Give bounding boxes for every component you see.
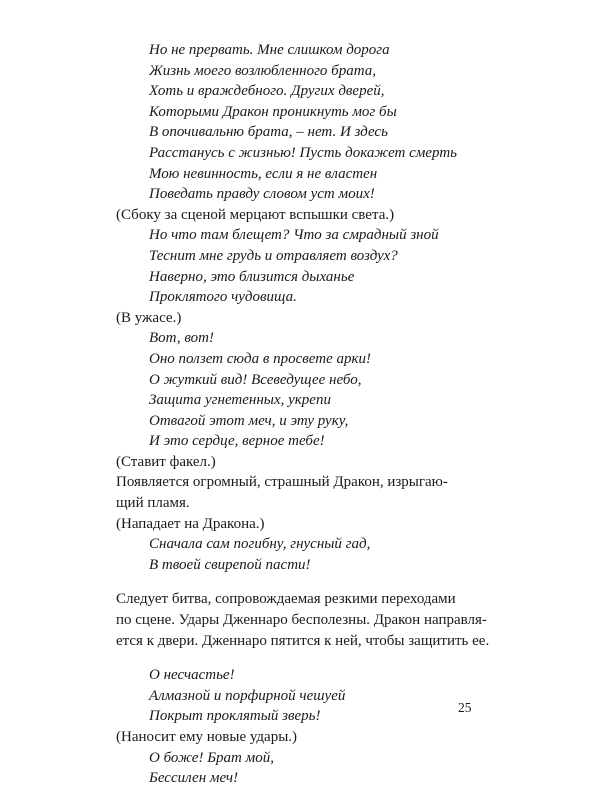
verse-line: Расстанусь с жизнью! Пусть докажет смерть	[149, 144, 457, 161]
prose-line: по сцене. Удары Дженнаро бесполезны. Дракон направля-	[116, 612, 487, 629]
prose-paragraph-1	[116, 472, 486, 513]
verse-line: Поведать правду словом уст моих!	[149, 186, 375, 203]
prose-line: Появляется огромный, страшный Дракон, изрыгаю-	[116, 474, 448, 491]
verse-line: И это сердце, верное тебе!	[149, 433, 325, 450]
verse-line: О жуткий вид! Всеведущее небо,	[149, 371, 362, 388]
verse-line: Бессилен меч!	[149, 770, 239, 787]
verse-line: Хоть и враждебного. Других дверей,	[149, 83, 385, 100]
verse-block-6	[116, 748, 486, 789]
paragraph-gap	[116, 575, 486, 589]
stage-direction: (Нападает на Дракона.)	[116, 515, 265, 532]
verse-block-5	[116, 665, 486, 727]
verse-line: Защита угнетенных, укрепи	[149, 392, 331, 409]
verse-line: Жизнь моего возлюбленного брата,	[149, 62, 376, 79]
verse-block-4	[116, 534, 486, 575]
verse-line: В опочивальню брата, – нет. И здесь	[149, 124, 388, 141]
stage-direction: (Ставит факел.)	[116, 453, 216, 470]
page-number: 25	[458, 700, 472, 715]
verse-line: О несчастье!	[149, 667, 235, 684]
verse-line: Сначала сам погибну, гнусный гад,	[149, 536, 371, 553]
verse-line: Мою невинность, если я не властен	[149, 165, 378, 182]
page-text	[116, 40, 490, 789]
verse-line: Проклятого чудовища.	[149, 289, 297, 306]
paragraph-gap	[116, 651, 486, 665]
verse-block-1	[116, 40, 486, 205]
verse-line: Теснит мне грудь и отравляет воздух?	[149, 247, 398, 264]
stage-direction: (Наносит ему новые удары.)	[116, 729, 298, 745]
verse-block-3	[116, 328, 486, 452]
verse-line: О боже! Брат мой,	[149, 749, 274, 766]
stage-direction: (Сбоку за сценой мерцают вспышки света.)	[116, 206, 395, 223]
verse-line: Вот, вот!	[149, 330, 215, 347]
verse-line: Покрыт проклятый зверь!	[149, 708, 321, 725]
verse-line: Отвагой этот меч, и эту руку,	[149, 412, 349, 429]
verse-line: В твоей свирепой пасти!	[149, 556, 311, 573]
verse-line: Алмазной и порфирной чешуей	[149, 687, 346, 704]
verse-line: Но не прервать. Мне слишком дорога	[149, 42, 390, 58]
verse-line: Оно ползет сюда в просвете арки!	[149, 350, 371, 367]
prose-line: щий пламя.	[116, 495, 190, 512]
verse-line: Но что там блещет? Что за смрадный зной	[149, 227, 439, 244]
stage-direction: (В ужасе.)	[116, 309, 182, 326]
prose-line: Следует битва, сопровождаемая резкими переходами	[116, 591, 456, 608]
verse-line: Наверно, это близится дыханье	[149, 268, 355, 285]
prose-paragraph-2	[116, 589, 490, 651]
verse-block-2	[116, 225, 486, 307]
prose-line: ется к двери. Дженнаро пятится к ней, чтобы защитить ее.	[116, 632, 490, 649]
verse-line: Которыми Дракон проникнуть мог бы	[149, 103, 397, 120]
